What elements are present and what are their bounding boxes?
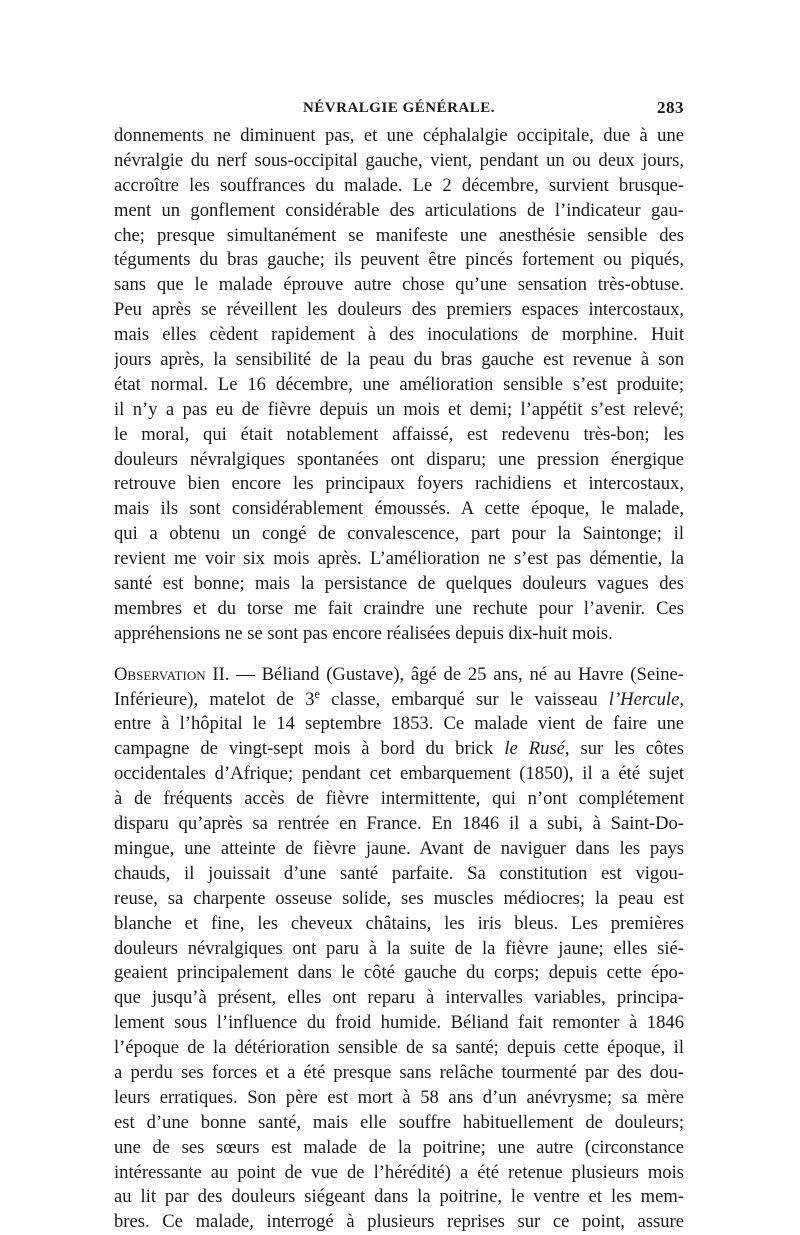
text-line: donnements ne diminuent pas, et une céphalalgie occipitale, due à une [114,125,684,146]
text-line: douleurs névralgiques ont paru à la suite de la fièvre jaune; elles sié- [114,937,684,959]
text-line: retrouve bien encore les principaux foyers rachidiens et intercostaux, [114,473,684,495]
text-fragment: , [679,688,684,710]
text-line: disparu qu’après sa rentrée en France. En 1846 il a subi, à Saint-Do- [114,813,684,835]
running-head [114,96,684,124]
text-line: sans que le malade éprouve autre chose qu’une sensation très-obtuse. [114,274,684,296]
paragraph-spacer [114,647,684,663]
text-line: est d’une bonne santé, mais elle souffre habituellement de douleurs; [114,1111,684,1133]
text-line: Peu après se réveillent les douleurs des premiers espaces intercostaux, [114,299,684,321]
paragraph-continuation [114,124,684,647]
observation-heading-line [114,663,684,688]
text-line: revient me voir six mois après. L’amélioration ne s’est pas démentie, la [114,548,684,570]
text-line [114,688,684,713]
text-line: jours après, la sensibilité de la peau du bras gauche est revenue à son [114,349,684,371]
text-line: mais elles cèdent rapidement à des inoculations de morphine. Huit [114,324,684,346]
text-line: une de ses sœurs est malade de la poitrine; une autre (circonstance [114,1136,684,1158]
text-line: le moral, qui était notablement affaissé, est redevenu très-bon; les [114,423,684,445]
text-line: santé est bonne; mais la persistance de quelques douleurs vagues des [114,573,684,595]
text-line: membres et du torse me fait craindre une rechute pour l’avenir. Ces [114,597,684,619]
text-line: l’époque de la détérioration sensible de sa santé; depuis cette époque, il [114,1037,684,1059]
text-line: téguments du bras gauche; ils peuvent être pincés fortement ou piqués, [114,249,684,271]
text-line: à de fréquents accès de fièvre intermittente, qui n’ont complétement [114,788,684,810]
text-line: lement sous l’influence du froid humide. Béliand fait remonter à 1846 [114,1012,684,1034]
text-line: reuse, sa charpente osseuse solide, ses muscles médiocres; la peau est [114,887,684,909]
text-line: blanche et fine, les cheveux châtains, les iris bleus. Les premières [114,912,684,934]
text-line: névralgie du nerf sous-occipital gauche, vient, pendant un ou deux jours, [114,149,684,171]
observation-label: Observation [114,663,206,685]
text-fragment: Inférieure), matelot de 3 [114,688,315,710]
ship-name: l’Hercule [608,688,680,710]
text-line: entre à l’hôpital le 14 septembre 1853. Ce malade vient de faire une [114,713,684,735]
text-line: douleurs névralgiques spontanées ont disparu; une pression énergique [114,448,684,470]
text-line: accroître les souffrances du malade. Le 2 décembre, survient brusque- [114,174,684,196]
book-page [114,96,684,1235]
text-line: occidentales d’Afrique; pendant cet embarquement (1850), il a été sujet [114,763,684,785]
text-line: bres. Ce malade, interrogé à plusieurs reprises sur ce point, assure [114,1211,684,1233]
observation-paragraph [114,663,684,1235]
text-line: mais ils sont considérablement émoussés. A cette époque, le malade, [114,498,684,520]
text-line: che; presque simultanément se manifeste une anesthésie sensible des [114,224,684,246]
text-line: chauds, il jouissait d’une santé parfaite. Sa constitution est vigou- [114,862,684,884]
text-line: au lit par des douleurs siégeant dans la poitrine, le ventre et les mem- [114,1186,684,1208]
text-fragment: , sur les côtes [564,738,684,760]
text-line: que jusqu’à présent, elles ont reparu à intervalles variables, principa- [114,987,684,1009]
observation-heading-text: II. — Béliand (Gustave), âgé de 25 ans, né au Havre (Seine- [205,663,684,685]
text-line: il n’y a pas eu de fièvre depuis un mois et demi; l’appétit s’est relevé; [114,398,684,420]
text-line: intéressante au point de vue de l’hérédité) a été retenue plusieurs mois [114,1161,684,1183]
running-title: NÉVRALGIE GÉNÉRALE. [302,100,496,116]
text-line: geaient principalement dans le côté gauche du corps; depuis cette épo- [114,962,684,984]
text-line: appréhensions ne se sont pas encore réalisées depuis dix-huit mois. [114,622,613,644]
text-line: leurs erratiques. Son père est mort à 58 ans d’un anévrysme; sa mère [114,1086,684,1108]
text-fragment: classe, embarqué sur le vaisseau [319,688,609,710]
text-line: état normal. Le 16 décembre, une amélioration sensible s’est produite; [114,373,684,395]
text-line: mingue, une atteinte de fièvre jaune. Avant de naviguer dans les pays [114,837,684,859]
superscript: e [314,687,320,701]
text-line: a perdu ses forces et a été presque sans relâche tourmenté par des dou- [114,1061,684,1083]
ship-name: le Rusé [504,738,565,760]
text-fragment: campagne de vingt-sept mois à bord du brick [114,738,505,760]
text-line: ment un gonflement considérable des articulations de l’indicateur gau- [114,199,684,221]
text-line [114,737,684,762]
text-line: qui a obtenu un congé de convalescence, part pour la Saintonge; il [114,523,684,545]
page-number: 283 [657,98,684,117]
